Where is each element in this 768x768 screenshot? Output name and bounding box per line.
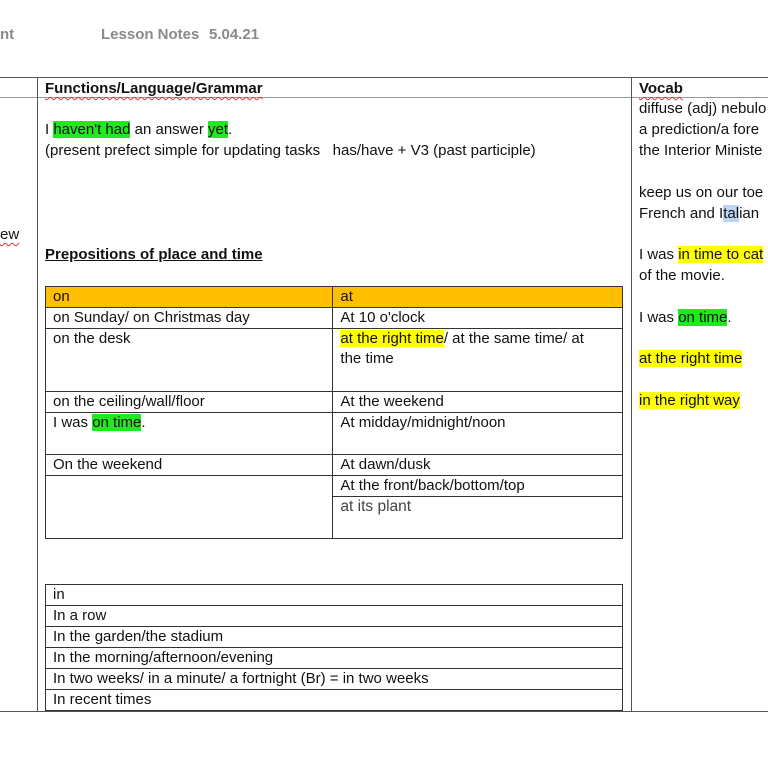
header-fragment: nt bbox=[0, 26, 15, 43]
vocab-line: a prediction/a fore bbox=[639, 121, 760, 138]
cell-text: . bbox=[141, 414, 146, 431]
vocab-line bbox=[639, 349, 742, 369]
table-row bbox=[46, 585, 623, 606]
document-title: Lesson Notes bbox=[101, 26, 200, 43]
vocab-text: I was bbox=[639, 246, 679, 263]
table-header-row bbox=[46, 287, 623, 308]
table-row bbox=[46, 648, 623, 669]
vocab-text: I was bbox=[639, 309, 679, 326]
cell-text: the time bbox=[340, 350, 394, 367]
vocab-text: ian bbox=[739, 205, 760, 222]
highlight-yellow: in time to cat bbox=[678, 246, 764, 263]
cell-text: I was bbox=[53, 414, 93, 431]
table-cell: In the garden/the stadium bbox=[46, 627, 623, 648]
col-divider-1 bbox=[37, 77, 38, 712]
prepositions-in-table bbox=[45, 584, 623, 711]
table-cell bbox=[333, 329, 623, 392]
highlight-green: haven't had bbox=[53, 121, 131, 138]
highlight-green: on time bbox=[92, 414, 142, 431]
highlight-green: on time bbox=[678, 309, 728, 326]
highlight-blue: tal bbox=[723, 205, 740, 222]
table-row bbox=[46, 476, 623, 497]
table-row bbox=[46, 413, 623, 455]
vocab-line: diffuse (adj) nebulo bbox=[639, 100, 767, 117]
table-row bbox=[46, 455, 623, 476]
highlight-yellow: at the right time bbox=[639, 350, 743, 367]
left-column-fragment: ew bbox=[0, 226, 20, 243]
vocab-text: French and I bbox=[639, 205, 724, 222]
highlight-green: yet bbox=[208, 121, 229, 138]
grammar-sentence bbox=[45, 120, 232, 140]
table-header-on: on bbox=[46, 287, 333, 308]
outer-bottom-border bbox=[0, 711, 768, 712]
table-cell: In a row bbox=[46, 606, 623, 627]
table-row bbox=[46, 627, 623, 648]
vocab-line bbox=[639, 308, 732, 328]
table-cell bbox=[46, 476, 333, 539]
table-cell bbox=[46, 413, 333, 455]
cell-text: / at the same time/ at bbox=[443, 330, 584, 347]
column-header-vocab: Vocab bbox=[639, 80, 683, 97]
table-row bbox=[46, 308, 623, 329]
table-cell: on the ceiling/wall/floor bbox=[46, 392, 333, 413]
vocab-line: of the movie. bbox=[639, 267, 725, 284]
vocab-line: the Interior Ministe bbox=[639, 142, 763, 159]
table-cell: At dawn/dusk bbox=[333, 455, 623, 476]
table-cell: At the front/back/bottom/top bbox=[333, 476, 623, 497]
table-cell: At the weekend bbox=[333, 392, 623, 413]
grammar-sentence-part: I bbox=[45, 121, 54, 138]
vocab-text: . bbox=[727, 309, 732, 326]
prepositions-on-at-table bbox=[45, 286, 623, 539]
table-row bbox=[46, 329, 623, 392]
table-cell: At 10 o'clock bbox=[333, 308, 623, 329]
outer-top-border bbox=[0, 77, 768, 78]
table-cell: In two weeks/ in a minute/ a fortnight (Br) = in two weeks bbox=[46, 669, 623, 690]
table-row bbox=[46, 669, 623, 690]
table-header-at: at bbox=[333, 287, 623, 308]
grammar-note: (present prefect simple for updating tasks has/have + V3 (past participle) bbox=[45, 142, 536, 159]
document-date: 5.04.21 bbox=[209, 26, 260, 43]
grammar-sentence-part: an answer bbox=[130, 121, 208, 138]
table-cell: On the weekend bbox=[46, 455, 333, 476]
vocab-line bbox=[639, 245, 763, 265]
table-cell: on the desk bbox=[46, 329, 333, 392]
table-row bbox=[46, 690, 623, 711]
column-header-functions: Functions/Language/Grammar bbox=[45, 80, 263, 97]
table-cell: at its plant bbox=[333, 497, 623, 539]
highlight-yellow: at the right time bbox=[340, 330, 444, 347]
vocab-line bbox=[639, 204, 759, 224]
table-row bbox=[46, 606, 623, 627]
prepositions-title: Prepositions of place and time bbox=[45, 246, 263, 263]
table-cell: In the morning/afternoon/evening bbox=[46, 648, 623, 669]
vocab-line bbox=[639, 391, 740, 411]
table-cell: In recent times bbox=[46, 690, 623, 711]
table-cell: At midday/midnight/noon bbox=[333, 413, 623, 455]
vocab-line: keep us on our toe bbox=[639, 184, 764, 201]
table-cell: in bbox=[46, 585, 623, 606]
grammar-sentence-part: . bbox=[228, 121, 233, 138]
col-divider-2 bbox=[631, 77, 632, 712]
table-cell: on Sunday/ on Christmas day bbox=[46, 308, 333, 329]
table-row bbox=[46, 392, 623, 413]
highlight-yellow: in the right way bbox=[639, 392, 740, 409]
